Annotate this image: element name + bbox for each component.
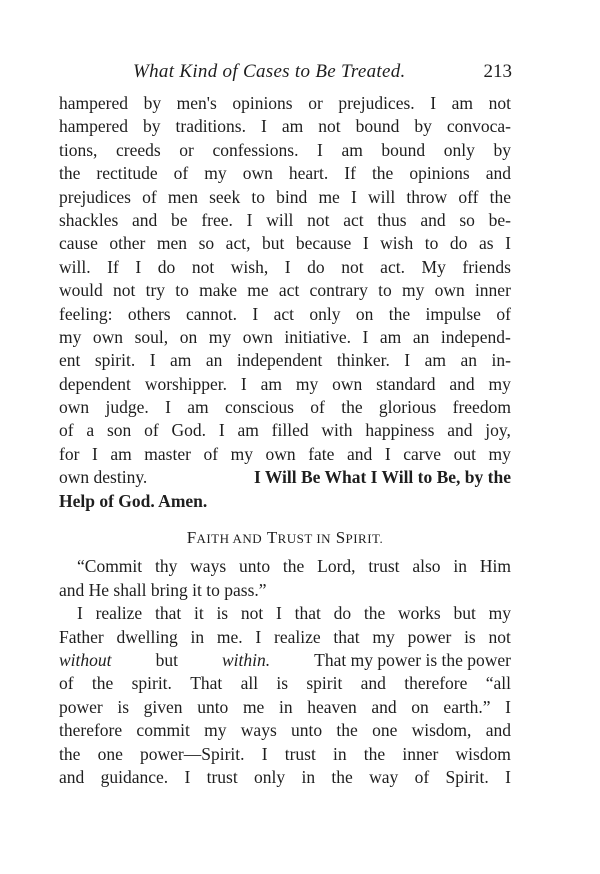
emphasis-italic-span: without <box>59 649 112 670</box>
affirmation-bold-span: Help of God. Amen. <box>59 490 208 511</box>
text-line: shackles and be free. I will not act thus and so be- <box>59 209 511 230</box>
text-line: would not try to make me act contrary to my own inner <box>59 280 511 301</box>
quote-line: and He shall bring it to pass.” <box>59 579 267 600</box>
text-line: cause other men so act, but because I wish to do as I <box>59 233 511 254</box>
heading-initial: S <box>335 528 346 548</box>
text-line: hampered by men's opinions or prejudices. I am not <box>59 93 511 113</box>
affirmation-bold-span: I Will Be What I Will to Be, by the <box>253 467 511 488</box>
text-plain-span: That my power is the power <box>314 649 511 670</box>
text-line-bold <box>59 490 511 513</box>
text-line: my own soul, on my own initiative. I am an independ- <box>59 326 511 347</box>
emphasis-italic-span: within. <box>221 649 271 670</box>
text-line-mixed <box>59 466 511 489</box>
text-line: feeling: others cannot. I act only on the impulse of <box>59 303 511 324</box>
text-line: and guidance. I trust only in the way of Spirit. I <box>59 766 511 787</box>
page-number: 213 <box>483 61 512 82</box>
text-plain-span: own destiny. <box>59 467 148 488</box>
heading-small-caps: PIRIT. <box>345 531 384 547</box>
heading-small-caps: RUST IN <box>277 531 332 547</box>
text-line: the one power—Spirit. I trust in the inner wisdom <box>59 743 511 764</box>
text-line: hampered by traditions. I am not bound by convoca- <box>59 116 511 137</box>
quote-line: “Commit thy ways unto the Lord, trust also in Him <box>77 556 511 577</box>
text-line: tions, creeds or confessions. I am bound only by <box>59 139 511 160</box>
text-line: prejudices of men seek to bind me I will throw off the <box>59 186 511 207</box>
text-line: the rectitude of my own heart. If the opinions and <box>59 163 511 184</box>
heading-initial: F <box>186 528 197 548</box>
text-line: of the spirit. That all is spirit and therefore “all <box>59 673 511 694</box>
text-line: I realize that it is not I that do the works but my <box>77 603 511 624</box>
text-line: dependent worshipper. I am my own standard and my <box>59 373 511 394</box>
text-line: ent spirit. I am an independent thinker. I am an in- <box>59 350 511 371</box>
text-line: of a son of God. I am filled with happiness and joy, <box>59 420 511 441</box>
section-heading <box>59 526 511 549</box>
text-line: own judge. I am conscious of the glorious freedom <box>59 397 511 418</box>
heading-initial: T <box>266 528 278 548</box>
text-line-mixed <box>59 649 511 672</box>
text-line: Father dwelling in me. I realize that my power is not <box>59 626 511 647</box>
text-line: will. If I do not wish, I do not act. My friends <box>59 256 511 277</box>
text-plain-span: but <box>155 649 178 670</box>
spacer <box>59 513 511 526</box>
text-line: for I am master of my own fate and I carve out my <box>59 443 511 464</box>
heading-small-caps: AITH AND <box>196 531 263 547</box>
text-line: therefore commit my ways unto the one wisdom, and <box>59 720 511 741</box>
body-text <box>59 92 511 789</box>
text-line: power is given unto me in heaven and on earth.” I <box>59 696 511 717</box>
running-title: What Kind of Cases to Be Treated. <box>133 61 406 82</box>
